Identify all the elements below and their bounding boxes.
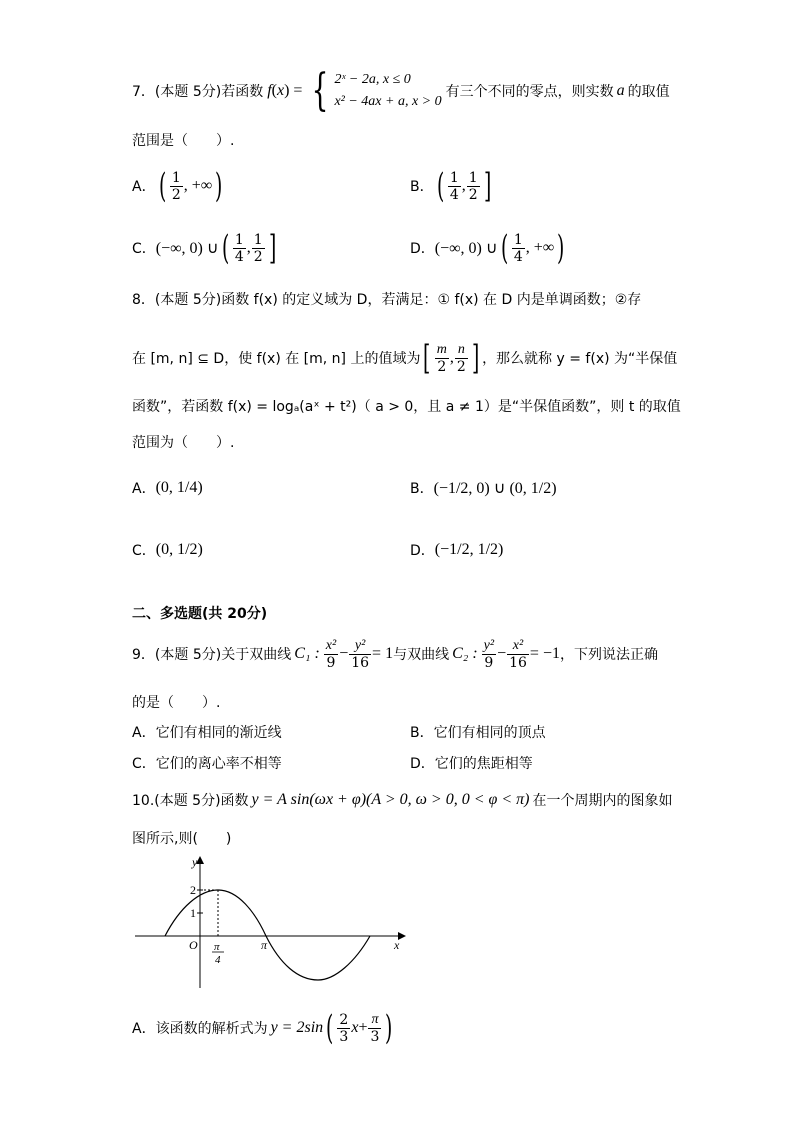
paren-left: ( <box>158 166 166 206</box>
q10-line2: 图所示,则( ) <box>132 831 232 847</box>
fraction: $\frac{\text{y²}}{9}$ <box>483 637 495 671</box>
option-label: B． <box>410 179 434 195</box>
q7-brace: { <box>312 65 329 116</box>
paren-left: ( <box>326 1008 334 1048</box>
fraction: $\frac{\text{y²}}{16}$ <box>351 637 370 671</box>
q8-line2: 在 [m, n] ⊆ D，使 f(x) 在 [m, n] 上的值域为 [ $\frac{m}{2}$ , $\frac{n}{2}$ ] ，那么就称 y = f(x) 为“半保值 <box>132 338 678 378</box>
paren-left: ( <box>221 228 229 268</box>
pi4-numerator: π <box>214 941 220 953</box>
q9-option-c[interactable]: C．它们的离心率不相等 <box>132 756 282 772</box>
option-label: D． <box>410 543 435 559</box>
paren-right: ) <box>215 166 223 206</box>
q8-line3: 函数”，若函数 f(x) = logₐ(aˣ + t²)（ a > 0，且 a ≠ 1）是“半保值函数”，则 t 的取值 <box>132 399 681 415</box>
x-axis-label: x <box>394 938 400 952</box>
q7-var-x: x <box>276 82 285 99</box>
q8-option-a[interactable] <box>132 478 203 498</box>
bracket-right: ] <box>268 228 276 268</box>
q10-line1a: 10.(本题 5分)函数 <box>132 793 249 809</box>
q8-line1: 8．(本题 5分)函数 f(x) 的定义域为 D，若满足：① f(x) 在 D 内是单调函数；②存 <box>132 292 642 308</box>
fraction: $\frac{\text{x²}}{9}$ <box>325 637 337 671</box>
q7-case1: 2ˣ − 2a, x ≤ 0 <box>334 72 411 87</box>
option-text: (0, 1/2) <box>155 541 203 558</box>
q9-prefix: 9．(本题 5分)关于双曲线 <box>132 647 292 663</box>
q10-line1 <box>132 790 673 810</box>
q9-suffix: ，下列说法正确 <box>559 647 658 663</box>
q7-option-a[interactable] <box>132 164 225 208</box>
q7-stem <box>132 66 670 116</box>
paren-left: ( <box>436 166 444 206</box>
y-axis-label: y <box>192 855 198 869</box>
q8-line4: 范围为（ ）. <box>132 435 235 451</box>
q10-formula: y = A sin(ωx + φ)(A > 0, ω > 0, 0 < φ < π) <box>251 791 530 808</box>
fraction: $\frac{1}{4}$ <box>449 169 459 203</box>
q8-option-c[interactable] <box>132 540 203 560</box>
q7-piecewise <box>334 69 441 113</box>
q9-line2: 的是（ ）. <box>132 695 221 711</box>
fraction: $\frac{2}{3}$ <box>339 1011 349 1045</box>
option-rest: , +∞ <box>183 177 213 194</box>
q7-var-a: a <box>616 82 625 99</box>
pi-label: π <box>261 938 268 952</box>
fraction: $\frac{n}{2}$ <box>456 341 466 375</box>
sine-graph <box>130 852 410 992</box>
q10-line1b: 在一个周期内的图象如 <box>532 793 673 809</box>
q9-option-a[interactable]: A．它们有相同的渐近线 <box>132 725 282 741</box>
tick-label-1: 1 <box>190 906 196 920</box>
q7-suffix2: 的取值 <box>627 84 670 100</box>
q8-option-d[interactable] <box>410 540 503 560</box>
fraction: $\frac{1}{2}$ <box>468 169 478 203</box>
q9-stem: 9．(本题 5分)关于双曲线 C₁ : $\frac{\text{x²}}{9}$ − $\frac{\text{y²}}{16}$ = 1 与双曲线 C₂ : $\frac{\text{y²}}{9}$ − $\frac{\text{x²}}{16}$ = −1 ，下列说法正确 <box>132 637 658 671</box>
q9-c1: C₁ : <box>294 645 320 662</box>
option-prefix: (−∞, 0) ∪ <box>155 240 219 257</box>
q9-option-d[interactable]: D．它们的焦距相等 <box>410 756 533 772</box>
sine-curve <box>165 890 370 980</box>
q7-option-d[interactable] <box>410 226 567 270</box>
bracket-right: ] <box>471 338 480 378</box>
q7-func-name: f <box>267 82 272 99</box>
option-prefix: (−∞, 0) ∪ <box>434 240 498 257</box>
fraction: $\frac{\pi}{3}$ <box>370 1011 380 1045</box>
option-label: B． <box>410 481 434 497</box>
q9-option-b[interactable]: B．它们有相同的顶点 <box>410 725 546 741</box>
q7-case2: x² − 4ax + a, x > 0 <box>334 94 442 109</box>
option-text: (0, 1/4) <box>155 479 203 496</box>
paren-right: ) <box>557 228 565 268</box>
bracket-left: [ <box>423 338 431 378</box>
q7-line2: 范围是（ ）. <box>132 133 235 149</box>
bracket-right: ] <box>483 166 491 206</box>
fraction: $\frac{1}{4}$ <box>513 231 523 265</box>
q7-suffix: 有三个不同的零点，则实数 <box>445 84 614 100</box>
q7-paren-close: ) <box>284 82 290 99</box>
fraction: $\frac{1}{4}$ <box>234 231 244 265</box>
option-label: C． <box>132 543 156 559</box>
q7-equals: = <box>293 82 303 99</box>
option-text: (−1/2, 1/2) <box>434 541 504 558</box>
option-rest: , +∞ <box>525 239 555 256</box>
paren-right: ) <box>385 1008 393 1048</box>
fraction: $\frac{\text{x²}}{16}$ <box>509 637 527 671</box>
q7-paren-open: ( <box>271 82 277 99</box>
option-label: D． <box>410 241 435 257</box>
q8-line2a: 在 [m, n] ⊆ D，使 f(x) 在 [m, n] 上的值域为 <box>132 351 421 367</box>
fraction: $\frac{m}{2}$ <box>436 341 447 375</box>
origin-label: O <box>189 938 198 952</box>
fraction: $\frac{1}{2}$ <box>253 231 263 265</box>
option-formula: y = 2sin <box>270 1019 324 1036</box>
q10-option-a[interactable]: A．该函数的解析式为 y = 2sin ( $\frac{2}{3}$ x + $\frac{\pi}{3}$ ) <box>132 1008 393 1048</box>
option-label: C． <box>132 241 156 257</box>
option-label: A．该函数的解析式为 <box>132 1021 268 1037</box>
fraction: $\frac{1}{2}$ <box>171 169 181 203</box>
q7-prefix: 7．(本题 5分)若函数 <box>132 84 264 100</box>
section-heading: 二、多选题(共 20分) <box>132 606 268 622</box>
paren-left: ( <box>500 228 508 268</box>
q9-mid: 与双曲线 <box>393 647 450 663</box>
option-label: A． <box>132 481 156 497</box>
tick-label-2: 2 <box>190 883 196 897</box>
pi4-denominator: 4 <box>215 954 221 966</box>
q9-c2: C₂ : <box>452 645 478 662</box>
q7-option-b[interactable]: B． ( $\frac{1}{4}$ , $\frac{1}{2}$ ] <box>410 166 491 206</box>
q8-line2b: ，那么就称 y = f(x) 为“半保值 <box>482 351 678 367</box>
option-text: (−1/2, 0) ∪ (0, 1/2) <box>433 480 557 497</box>
q7-option-c[interactable]: C． (−∞, 0) ∪ ( $\frac{1}{4}$ , $\frac{1}{2}$ ] <box>132 228 276 268</box>
q8-option-b[interactable] <box>410 478 557 498</box>
option-label: A． <box>132 179 156 195</box>
